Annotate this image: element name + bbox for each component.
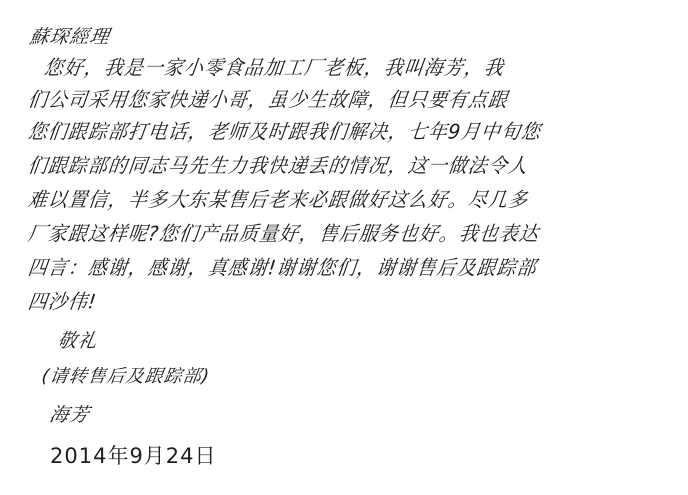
letter-body-line-7: 四言：感谢，感谢，真感谢!谢谢您们，谢谢售后及跟踪部	[26, 256, 539, 280]
letter-date: 2014年9月24日	[50, 444, 217, 468]
letter-body-line-5: 难以置信，半多大东某售后老来必跟做好这么好。尽几多	[26, 188, 530, 212]
letter-body-line-6: 厂家跟这样呢?您们产品质量好，售后服务也好。我也表达	[26, 222, 541, 246]
letter-signature-name: 海芳	[47, 404, 92, 426]
letter-salutation: 蘇琛經理	[28, 26, 112, 48]
letter-body-line-3: 您们跟踪部打电话，老师及时跟我们解决，七年9月中旬您	[26, 120, 543, 144]
letter-note: (请转售后及跟踪部)	[40, 366, 212, 387]
letter-body-line-8: 四沙伟!	[26, 290, 99, 314]
letter-body-line-2: 们公司采用您家快递小哥，虽少生故障，但只要有点跟	[26, 88, 510, 112]
letter-closing: 敬礼	[55, 330, 100, 352]
letter-body-line-1: 您好，我是一家小零食品加工厂老板，我叫海芳，我	[42, 56, 506, 80]
letter-body-line-4: 们跟踪部的同志马先生力我快递丢的情况，这一做法令人	[26, 154, 530, 178]
